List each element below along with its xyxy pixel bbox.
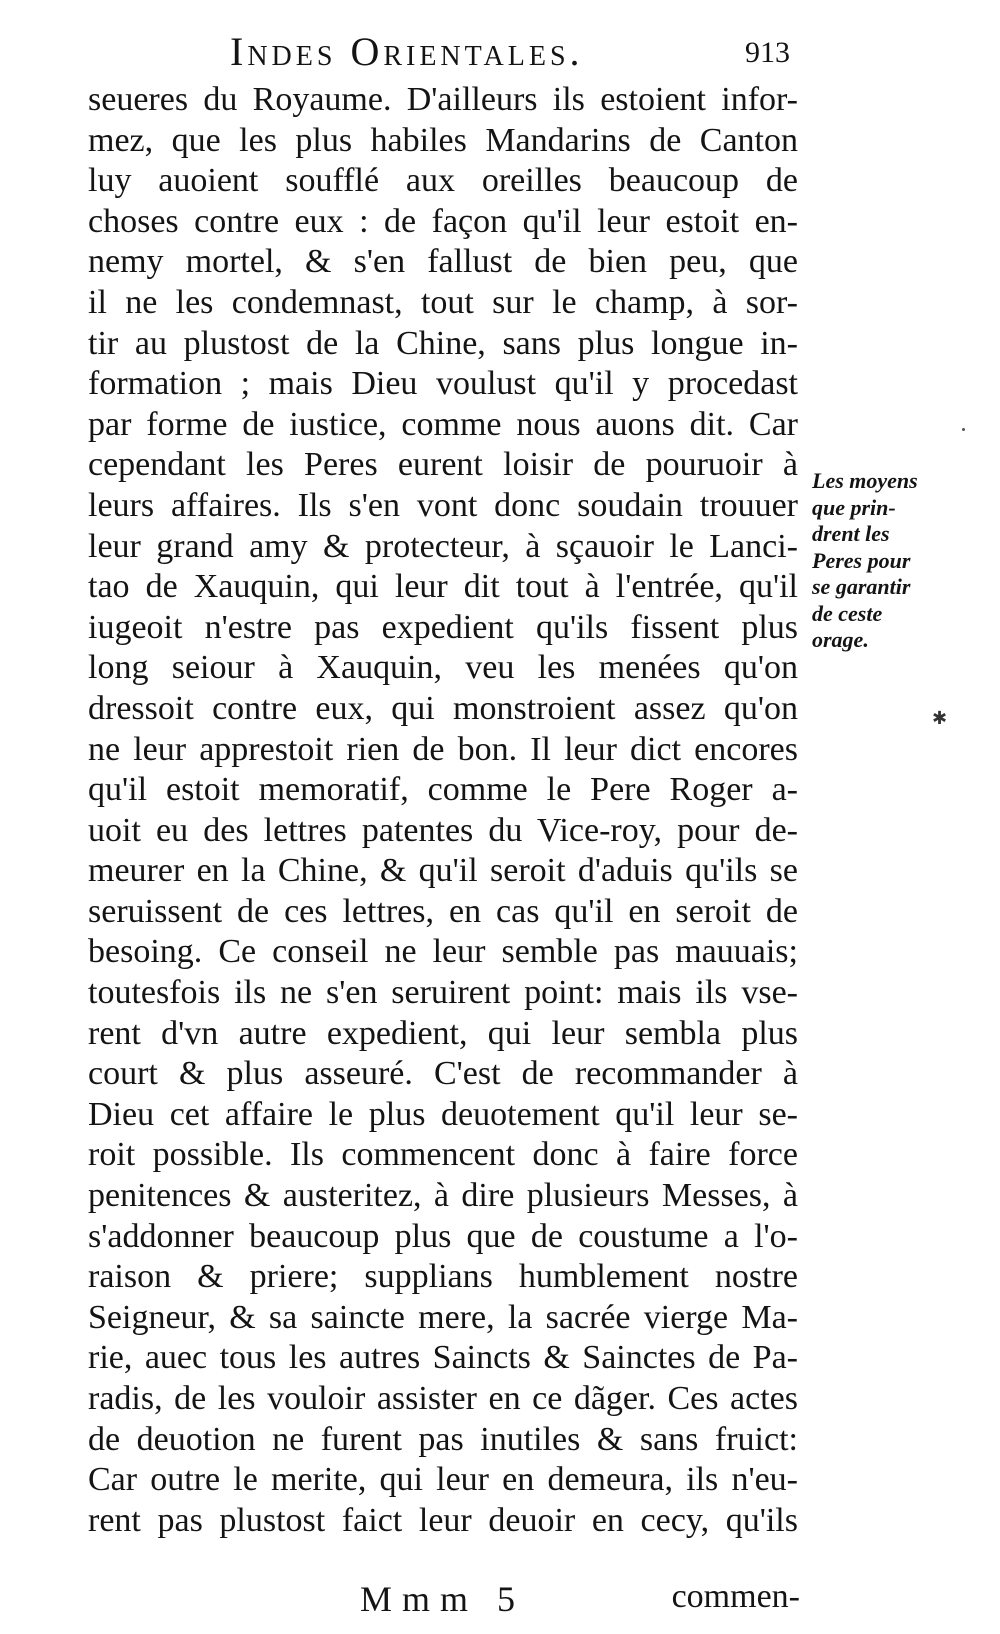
marginal-note-line: Les moyens	[812, 468, 918, 493]
text-line: leur grand amy & protecteur, à sçauoir le Lanci-	[88, 527, 798, 565]
text-line: meurer en la Chine, & qu'il seroit d'aduis qu'ils se	[88, 852, 798, 890]
text-line: tao de Xauquin, qui leur dit tout à l'entrée, qu'il	[88, 568, 798, 606]
text-line: luy auoient soufflé aux oreilles beaucoup de	[88, 162, 798, 200]
text-line: uoit eu des lettres patentes du Vice-roy, pour de-	[88, 811, 798, 849]
page-footer	[360, 1578, 800, 1628]
text-line: dressoit contre eux, qui monstroient assez qu'on	[88, 689, 798, 727]
text-line: toutesfois ils ne s'en seruirent point: mais ils vse-	[88, 974, 798, 1012]
text-line: mez, que les plus habiles Mandarins de Canton	[88, 121, 798, 159]
page-header	[230, 28, 790, 88]
text-line: radis, de les vouloir assister en ce dãger. Ces actes	[88, 1380, 798, 1417]
text-line: court & plus asseuré. C'est de recommander à	[88, 1055, 798, 1093]
text-line: nemy mortel, & s'en fallust de bien peu, que	[88, 243, 798, 281]
ink-speck	[962, 428, 965, 431]
text-line: de deuotion ne furent pas inutiles & sans fruict:	[88, 1420, 798, 1458]
running-title: Indes Orientales.	[230, 29, 584, 74]
text-line: seruissent de ces lettres, en cas qu'il en seroit de	[88, 892, 798, 930]
text-line: s'addonner beaucoup plus que de coustume a l'o-	[88, 1217, 798, 1255]
text-line: il ne les condemnast, tout sur le champ, à sor-	[88, 283, 798, 321]
text-line: Car outre le merite, qui leur en demeura, ils n'eu-	[88, 1461, 798, 1499]
text-line: besoing. Ce conseil ne leur semble pas mauuais;	[88, 933, 798, 971]
marginal-note-line: drent les	[812, 521, 890, 546]
text-line: rent pas plustost faict leur deuoir en cecy, qu'ils	[88, 1501, 798, 1539]
text-line: Dieu cet affaire le plus deuotement qu'il leur se-	[88, 1095, 798, 1133]
marginal-note-line: orage.	[812, 627, 869, 652]
text-line: long seiour à Xauquin, veu les menées qu'on	[88, 649, 798, 687]
text-line: seueres du Royaume. D'ailleurs ils estoient infor-	[88, 81, 798, 118]
text-line: leurs affaires. Ils s'en vont donc soudain trouuer	[88, 486, 798, 524]
text-line: choses contre eux : de façon qu'il leur estoit en-	[88, 202, 798, 240]
signature-mark: Mmm 5	[360, 1579, 526, 1619]
text-line: rent d'vn autre expedient, qui leur sembla plus	[88, 1014, 798, 1052]
marginal-note-line: se garantir	[812, 574, 911, 599]
text-line: par forme de iustice, comme nous auons dit. Car	[88, 405, 798, 443]
marginal-note-line: de ceste	[812, 600, 883, 626]
marginal-note	[812, 468, 992, 654]
text-line: cependant les Peres eurent loisir de pouruoir à	[88, 446, 798, 484]
marginal-note-line: que prin-	[812, 494, 896, 520]
text-line: iugeoit n'estre pas expedient qu'ils fissent plus	[88, 608, 798, 646]
ornament-mark: ✱	[932, 708, 948, 728]
text-line: ne leur apprestoit rien de bon. Il leur dict encores	[88, 730, 798, 768]
marginal-note-line: Peres pour	[812, 547, 911, 573]
text-line: tir au plustost de la Chine, sans plus longue in-	[88, 324, 798, 362]
text-line: roit possible. Ils commencent donc à faire force	[88, 1136, 798, 1174]
page-number: 913	[745, 36, 790, 69]
text-line: penitences & austeritez, à dire plusieurs Messes, à	[88, 1177, 798, 1215]
catchword: commen-	[671, 1578, 800, 1615]
text-line: Seigneur, & sa saincte mere, la sacrée vierge Ma-	[88, 1298, 798, 1336]
text-line: raison & priere; supplians humblement nostre	[88, 1258, 798, 1296]
body-text	[88, 80, 798, 1541]
text-line: formation ; mais Dieu voulust qu'il y procedast	[88, 365, 798, 403]
text-line: rie, auec tous les autres Saincts & Sainctes de Pa-	[88, 1339, 798, 1377]
text-line: qu'il estoit memoratif, comme le Pere Roger a-	[88, 771, 798, 809]
